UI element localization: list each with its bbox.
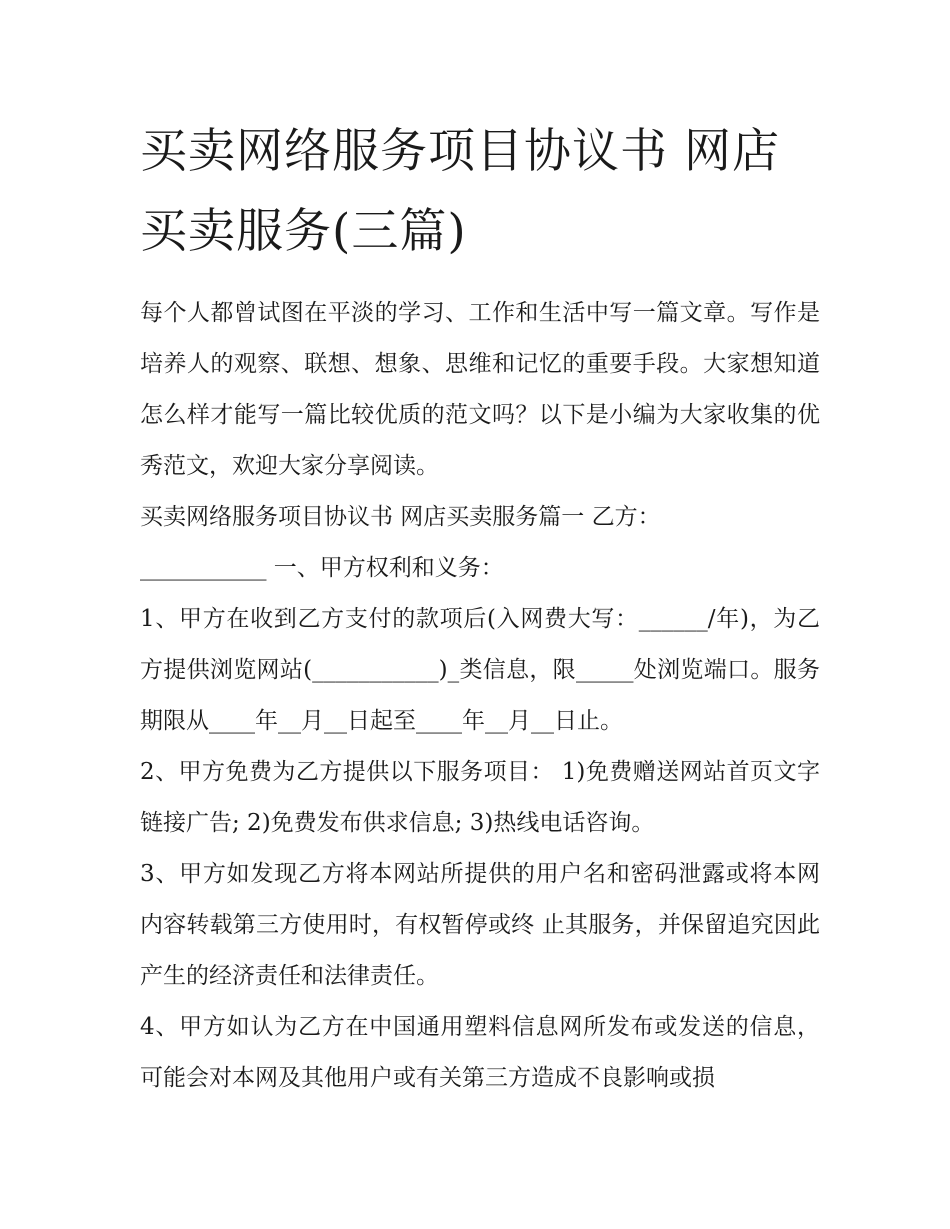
paragraph-intro: 每个人都曾试图在平淡的学习、工作和生活中写一篇文章。写作是培养人的观察、联想、想象、思维和记忆的重要手段。大家想知道怎么样才能写一篇比较优质的范文吗？以下是小编为大家收集的优秀范文，欢迎大家分享阅读。: [140, 300, 820, 479]
document-body: [140, 288, 820, 1104]
paragraph-section-heading: 买卖网络服务项目协议书 网店买卖服务篇一 乙方：: [140, 504, 661, 530]
document-page: [140, 112, 820, 1104]
paragraph-clause-2: 2、甲方免费为乙方提供以下服务项目： 1)免费赠送网站首页文字链接广告; 2)免费发布供求信息; 3)热线电话咨询。: [140, 759, 820, 836]
paragraph-clause-1: 1、甲方在收到乙方支付的款项后(入网费大写：______/年)，为乙方提供浏览网站(___________)_类信息，限_____处浏览端口。服务期限从____年__月__日起至____年__月__日止。: [140, 606, 820, 734]
document-title: 买卖网络服务项目协议书 网店买卖服务(三篇): [140, 124, 780, 259]
paragraph-clause-4: 4、甲方如认为乙方在中国通用塑料信息网所发布或发送的信息，可能会对本网及其他用户或有关第三方造成不良影响或损: [140, 1014, 820, 1091]
paragraph-party-a-rights-heading: ___________ 一、甲方权利和义务：: [140, 555, 504, 581]
paragraph-clause-3: 3、甲方如发现乙方将本网站所提供的用户名和密码泄露或将本网内容转载第三方使用时，有权暂停或终 止其服务，并保留追究因此产生的经济责任和法律责任。: [140, 861, 820, 989]
